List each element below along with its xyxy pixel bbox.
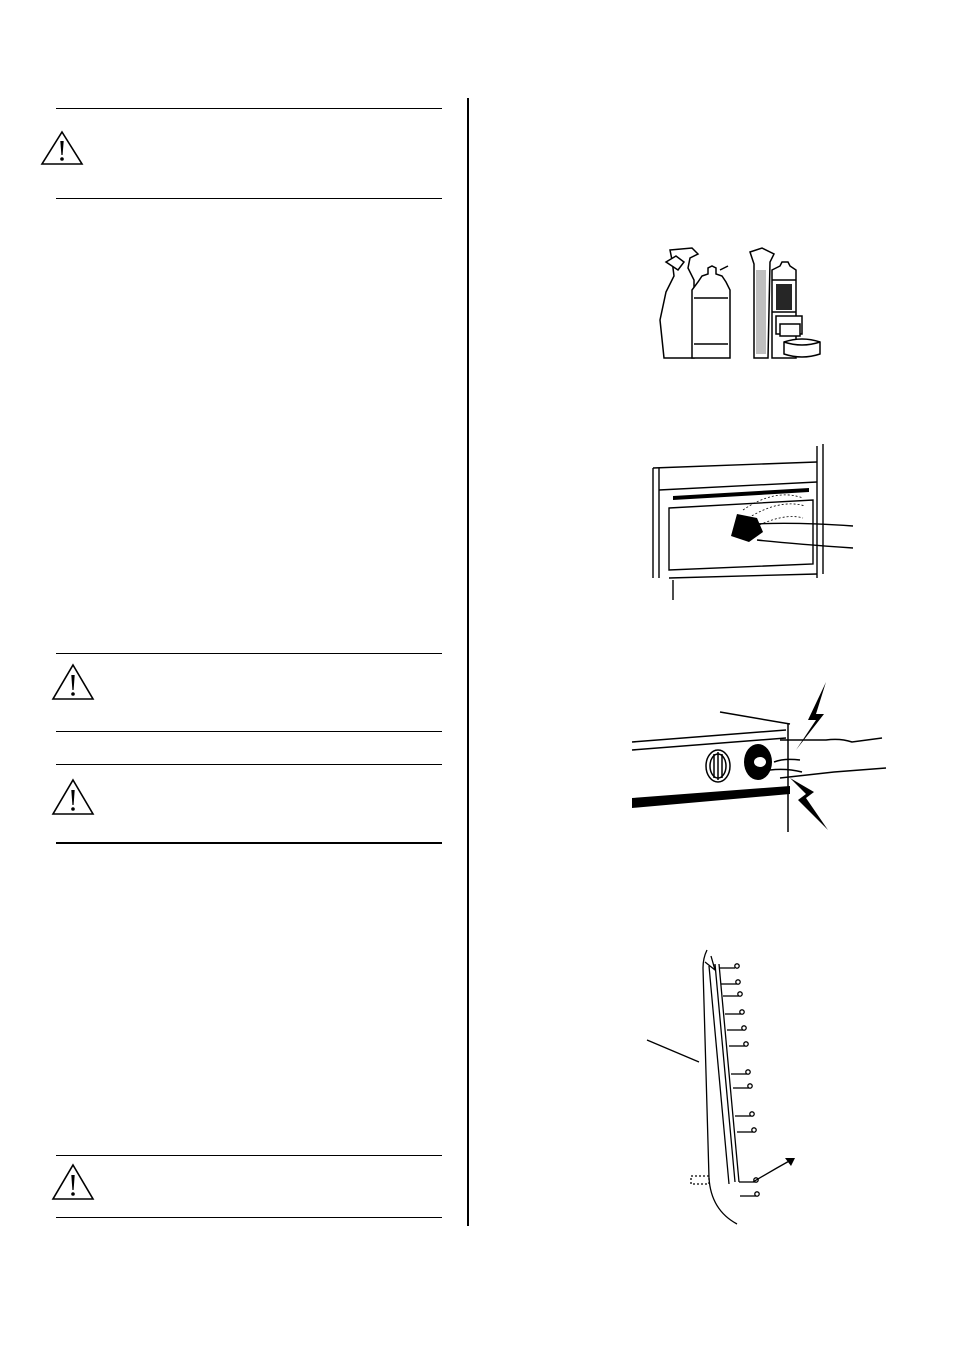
column-divider [467,98,469,1226]
warning-box-4-icon [51,1163,95,1201]
warning-box-3-bottom-rule [56,842,442,844]
pressing-control-knob-icon [630,680,890,840]
warning-triangle-icon [51,663,95,701]
warning-triangle-icon [40,130,84,166]
warning-box-4-bottom-rule [56,1217,442,1218]
warning-box-4-top-rule [56,1155,442,1156]
warning-box-2-bottom-rule [56,731,442,732]
warning-box-2-icon [51,663,95,701]
warning-triangle-icon [51,778,95,816]
cleaning-products-illustration [650,240,830,365]
warning-box-1-icon [40,130,84,166]
warning-box-1-bottom-rule [56,198,442,199]
warning-triangle-icon [51,1163,95,1201]
wiping-oven-door-icon [645,440,860,605]
warning-box-2-top-rule [56,653,442,654]
wiping-oven-door-illustration [645,440,860,605]
oven-side-rack-icon [645,948,820,1233]
pressing-control-knob-illustration [630,680,890,840]
warning-box-3-top-rule [56,764,442,765]
cleaning-products-icon [650,240,830,365]
warning-box-1-top-rule [56,108,442,109]
warning-box-3-icon [51,778,95,816]
oven-side-rack-illustration [645,948,820,1233]
